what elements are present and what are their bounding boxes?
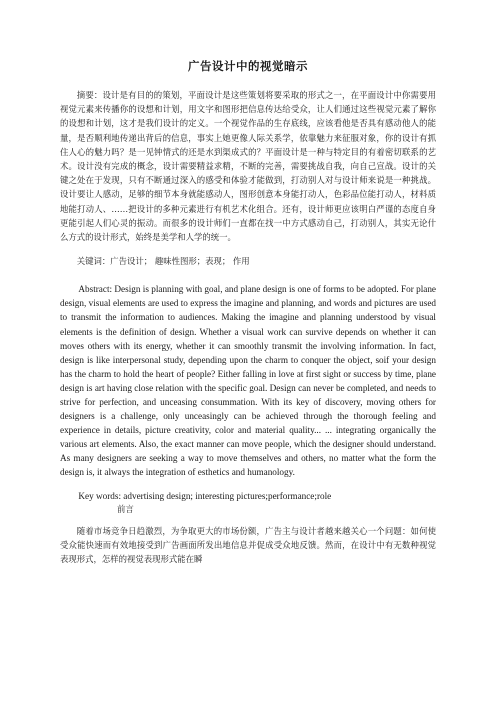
abstract-english: Abstract: Design is planning with goal, and plane design is one of forms to be adopted. For plane design, visual elements are used to express the imagine and planning, and words and pictures are used to transmit the information to audiences. Making the imagine and planning understood by visual elements is the definition of design. Whether a visual work can survive depends on whether it can moves others with its energy, whether it can smoothly transmit the involving information. In fact, design is like interpersonal study, depending upon the charm to conquer the object, soif your design has the charm to hold the heart of people? Either falling in love at first sight or success by time, plane design is art having close relation with the specific goal. Design can never be completed, and needs to strive for perfection, and unceasing consummation. With its key of discovery, moving others for designers is a challenge, only unceasingly can be achieved through the thorough feeling and experience in details, picture creativity, color and material quality... ... integrating organically the various art elements. Also, the exact manner can move people, which the designer should understand. As many designers are seeking a way to move themselves and others, no matter what the form the design is, it always the integration of esthetics and humanology. [60,284,436,478]
document-page [60,58,436,566]
keywords-chinese: 关键词：广告设计； 趣味性图形；表现； 作用 [76,256,250,267]
abstract-chinese: 摘要：设计是有目的的策划，平面设计是这些策划将要采取的形式之一，在平面设计中你需要用视觉元素来传播你的设想和计划，用文字和图形把信息传达给受众，让人们通过这些视觉元素了解你的设想和计划，这才是我们设计的定义。一个视觉作品的生存底线，应该看他是否具有感动他人的能量，是否顺利地传递出背后的信息，事实上她更像人际关系学，依靠魅力来征服对象，你的设计有抓住人心的魅力吗？是一见钟情式的还是水到渠成式的？平面设计是一种与特定目的有着密切联系的艺术。设计没有完成的概念，设计需要精益求精，不断的完善，需要挑战自我，向自己宣战。设计的关键之处在于发现，只有不断通过深入的感受和体验才能做到，打动别人对与设计师来说是一种挑战。设计要让人感动，足够的细节本身就能感动人，图形创意本身能打动人，色彩品位能打动人，材料质地能打动人、……把设计的多种元素进行有机艺术化组合。还有，设计师更应该明白严谨的态度自身更能引起人们心灵的振动。而很多的设计师们一直都在找一中方式感动自己，打动别人，其实无论什么方式的设计形式，始终是美学和人学的统一。 [60,90,436,243]
body-paragraph: 随着市场竞争日趋激烈，为争取更大的市场份额，广告主与设计者越来越关心一个问题：如何使受众能快速而有效地接受到广告画面所发出地信息并促成受众地反馈。然而，在设计中有无数种视觉表现形式，怎样的视觉表现形式能在瞬 [60,525,436,564]
preface-heading: 前言 [117,503,134,514]
document-title: 广告设计中的视觉暗示 [188,59,308,73]
keywords-english: Key words: advertising design; interesting pictures;performance;role [78,490,332,501]
